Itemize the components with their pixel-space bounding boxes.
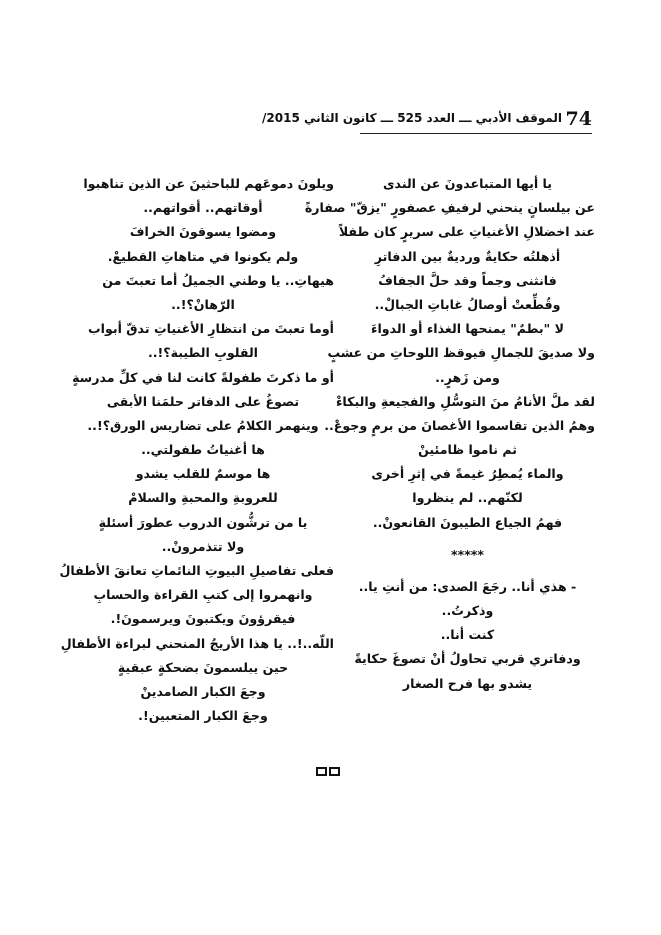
poem-line: وينهمر الكلامُ على تضاريس الورق؟!..	[87, 417, 319, 433]
poem-line: ودفاتري قربي تحاولُ أنْ تصوغَ حكايةً	[354, 651, 581, 667]
header-rule	[360, 133, 592, 134]
poem-line: ويلونَ دموعَهم للباحثينَ عن الذين تناهبوا	[83, 176, 334, 191]
poem-line: عن بيلسانٍ ينحني لرفيفِ عصفورٍ "يزقّ" صفارةً	[304, 200, 595, 216]
poem-line: لكنّهم.. لم ينظروا	[412, 490, 523, 506]
left-column	[59, 172, 334, 728]
poem-line: القلوبِ الطيبة؟!..	[147, 345, 259, 361]
page-header	[262, 106, 592, 136]
poem-line: فعلى تفاصيلِ البيوتِ النائماتِ تعانقَ الأطفالُ	[59, 563, 334, 578]
poem-line: يا أيها المتباعدونَ عن الندى	[383, 176, 552, 191]
poem-line: ها أغنياتُ طفولتي..	[141, 442, 265, 458]
journal-issue-line: الموقف الأدبي ـــ العدد 525 ـــ كانون الثاني 2015/	[262, 111, 562, 125]
poem-line: وجعَ الكبار الصامدينْ	[140, 683, 266, 699]
poem-line: أوقاتهم.. أقواتهم..	[143, 200, 263, 216]
poem-line: أذهلتُه حكايةٌ ورديةٌ بين الدفاترِ	[374, 248, 561, 264]
end-marker	[316, 767, 340, 776]
poem-line: أوما تعبتَ من انتظارِ الأغنياتِ تدقّ أبواب	[88, 321, 334, 337]
poem-line: ثم ناموا ظامئينْ	[418, 442, 517, 458]
poem-line: وقُطِّعتْ أوصالُ غاباتِ الجبالْ..	[374, 296, 561, 312]
poem-line: يشدو بها فرح الصغار	[402, 675, 533, 691]
poem-line: أو ما ذكرتَ طفولةً كانت لنا في كلِّ مدرسةٍ	[72, 369, 334, 385]
poem-line: ومضوا يسوقونَ الخرافَ	[129, 224, 277, 240]
poem-line: وذكرتُ..	[441, 603, 494, 618]
poem-line: للعروبةِ والمحبةِ والسلامْ	[128, 490, 278, 506]
poem-line: ومن زَهرٍ..	[435, 369, 500, 385]
poem-line: لقد ملَّ الأنامُ منَ التوسُّلِ والفجيعةِ والبكاءْ	[335, 393, 595, 409]
poem-line: ولم يكونوا في متاهاتِ القطيعْ.	[107, 248, 299, 264]
right-column	[304, 172, 595, 696]
poem-line: ها موسمٌ للقلب يشدو	[135, 466, 271, 482]
end-square-icon	[316, 767, 327, 776]
poem-line: تصوغُ على الدفاتر حلمَنا الأبقى	[106, 393, 300, 409]
poem-line: اللّه..!.. يا هذا الأريجُ المنحني لبراءة الأطفالِ	[60, 635, 334, 651]
poem-line: الرّهانْ؟!..	[171, 296, 235, 312]
poem-line: كنت أنا..	[440, 627, 495, 643]
poem-line: ولا تتذمرونْ..	[161, 538, 245, 554]
poem-line: فهمُ الجياع الطيبونَ القانعونْ..	[372, 514, 563, 530]
poem-line: يا من ترشُّون الدروب عطورَ أسئلةٍ	[98, 514, 308, 530]
poem-line: ولا صديقَ للجمالِ فيوقظ اللوحاتِ من عشبٍ	[327, 345, 595, 361]
poem-line: وانهمروا إلى كتبِ القراءة والحسابِ	[93, 587, 313, 603]
poem-line: - هذي أنا.. رجَعَ الصدى: من أنتِ يا..	[358, 578, 577, 594]
poem-line: عند اخضلالِ الأغنياتِ على سريرٍ كان طفلاً	[338, 224, 595, 240]
poem-line: حين يبلسمونَ بضحكةٍ عبقيةٍ	[117, 659, 289, 675]
poem-line: وهمُ الذين تقاسموا الأغصانَ من برمٍ وجوعْ..	[324, 417, 595, 433]
section-separator: *****	[451, 546, 484, 562]
page-number: 74	[565, 108, 592, 130]
poem-line: فانثنى وجماً وقد حلَّ الجفافُ	[378, 272, 557, 288]
poem-line: هيهاتِ.. يا وطني الجميلُ أما تعبتَ من	[102, 272, 334, 288]
end-square-icon	[329, 767, 340, 776]
poem-line: لا "بطمٌ" يمنحها الغذاء أو الدواءَ	[371, 321, 564, 337]
poem-line: والماء يُمطِرُ غيمةً في إثرِ أخرى	[371, 466, 564, 482]
poem-line: فيقرؤونَ ويكتبونَ ويرسمونَ!.	[110, 611, 296, 627]
poem-line: وجعَ الكبار المتعبين!.	[138, 708, 268, 724]
